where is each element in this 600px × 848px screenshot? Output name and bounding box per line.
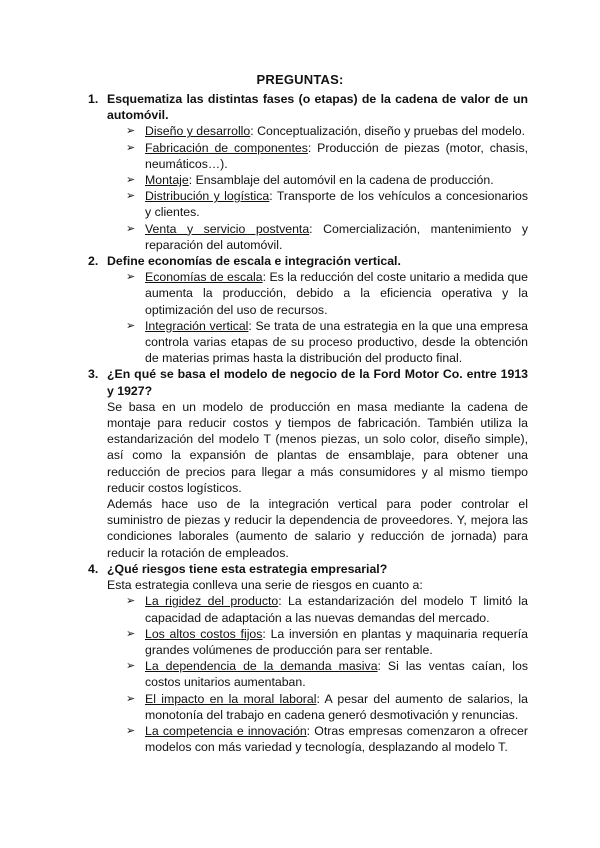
bullet-item [88,626,528,658]
bullet-term: Economías de escala [145,270,263,285]
question-number: 3. [88,367,99,382]
arrow-bullet-icon: ➢ [126,595,136,608]
arrow-bullet-icon: ➢ [126,271,136,284]
question-text: ¿En qué se basa el modelo de negocio de la Ford Motor Co. entre 1913 y 1927? [107,367,528,398]
arrow-bullet-icon: ➢ [126,692,136,705]
bullet-term: Integración vertical [145,318,249,333]
question-heading [88,91,528,123]
bullet-item [88,691,528,723]
bullet-description: : La inversión en plantas y maquinaria requería grandes volúmenes de producción para ser rentable. [145,626,528,657]
bullet-term: La dependencia de la demanda masiva [145,659,378,674]
question-heading [88,253,528,269]
bullet-term: Montaje [145,173,189,188]
bullet-list [88,269,528,366]
bullet-item [88,140,528,172]
bullet-description: : Producción de piezas (motor, chasis, neumáticos…). [145,140,529,171]
arrow-bullet-icon: ➢ [126,627,136,640]
bullet-item [88,593,528,625]
bullet-item [88,221,528,253]
bullet-list [88,123,528,253]
question-heading [88,366,528,398]
bullet-term: El impacto en la moral laboral [145,691,317,706]
bullet-item [88,123,528,139]
question-3 [88,366,528,560]
bullet-item [88,188,528,220]
bullet-term: Venta y servicio postventa [145,221,310,236]
bullet-item [88,172,528,188]
bullet-description: : Si las ventas caían, los costos unitarios aumentaban. [145,659,528,690]
bullet-description: : Se trata de una estrategia en la que una empresa controla varias etapas de su proceso productivo, desde la obtención de materias primas hasta la distribución del producto final. [145,318,528,366]
bullet-item [88,269,528,318]
answer-paragraph: Además hace uso de la integración vertical para poder controlar el suministro de piezas y reducir la dependencia de proveedores. Y, mejora las condiciones laborales (aumento de salario y reducción de jornada) para reducir la rotación de empleados. [107,497,528,560]
question-text: Esquematiza las distintas fases (o etapas) de la cadena de valor de un automóvil. [107,92,528,123]
question-heading [88,561,528,577]
bullet-description: : Comercialización, mantenimiento y reparación del automóvil. [145,221,528,252]
question-text: ¿Qué riesgos tiene esta estrategia empresarial? [107,561,388,576]
bullet-term: La rigidez del producto [145,594,279,609]
question-text: Define economías de escala e integración vertical. [107,254,401,269]
bullet-description: : Otras empresas comenzaron a ofrecer modelos con más variedad y tecnología, desplazando al modelo T. [145,723,528,755]
bullet-item [88,318,528,367]
bullet-term: Distribución y logística [145,189,270,204]
page-title: PREGUNTAS: [256,72,344,87]
arrow-bullet-icon: ➢ [126,125,136,138]
bullet-list [88,593,528,755]
bullet-term: Fabricación de componentes [145,140,308,155]
bullet-term: Diseño y desarrollo [145,124,251,139]
bullet-description: : Conceptualización, diseño y pruebas del modelo. [250,124,526,139]
arrow-bullet-icon: ➢ [126,174,136,187]
question-number: 2. [88,254,99,269]
answer-paragraph: Se basa en un modelo de producción en masa mediante la cadena de montaje para reducir costos y tiempos de fabricación. También utiliza la estandarización del modelo T (menos piezas, un solo color, diseño simple), así como la expansión de plantas de ensamblaje, para obtener una reducción de precios para llegar a más consumidores y al mismo tiempo reducir costos logísticos. [107,399,528,495]
arrow-bullet-icon: ➢ [126,190,136,203]
bullet-description: : La estandarización del modelo T limitó la capacidad de adaptación a las nuevas demandas del mercado. [145,594,529,625]
bullet-item [88,658,528,690]
question-4 [88,561,528,755]
answer-intro: Esta estrategia conlleva una serie de riesgos en cuanto a: [107,578,423,593]
arrow-bullet-icon: ➢ [126,141,136,154]
bullet-description: : Transporte de los vehículos a concesionarios y clientes. [145,189,528,220]
arrow-bullet-icon: ➢ [126,319,136,332]
bullet-description: : Es la reducción del coste unitario a medida que aumenta la producción, debido a la eficiencia operativa y la optimización del uso de recursos. [145,270,528,317]
bullet-item [88,723,528,755]
questions-list [88,91,528,755]
arrow-bullet-icon: ➢ [126,660,136,673]
arrow-bullet-icon: ➢ [126,724,136,737]
question-2 [88,253,528,366]
bullet-term: La competencia e innovación [145,723,307,738]
arrow-bullet-icon: ➢ [126,222,136,235]
bullet-term: Los altos costos fijos [145,626,263,641]
question-1 [88,91,528,253]
question-number: 1. [88,92,99,106]
bullet-description: : A pesar del aumento de salarios, la monotonía del trabajo en cadena generó desmotivación y renuncias. [145,691,528,722]
bullet-description: : Ensamblaje del automóvil en la cadena de producción. [188,173,494,188]
question-number: 4. [88,561,99,576]
